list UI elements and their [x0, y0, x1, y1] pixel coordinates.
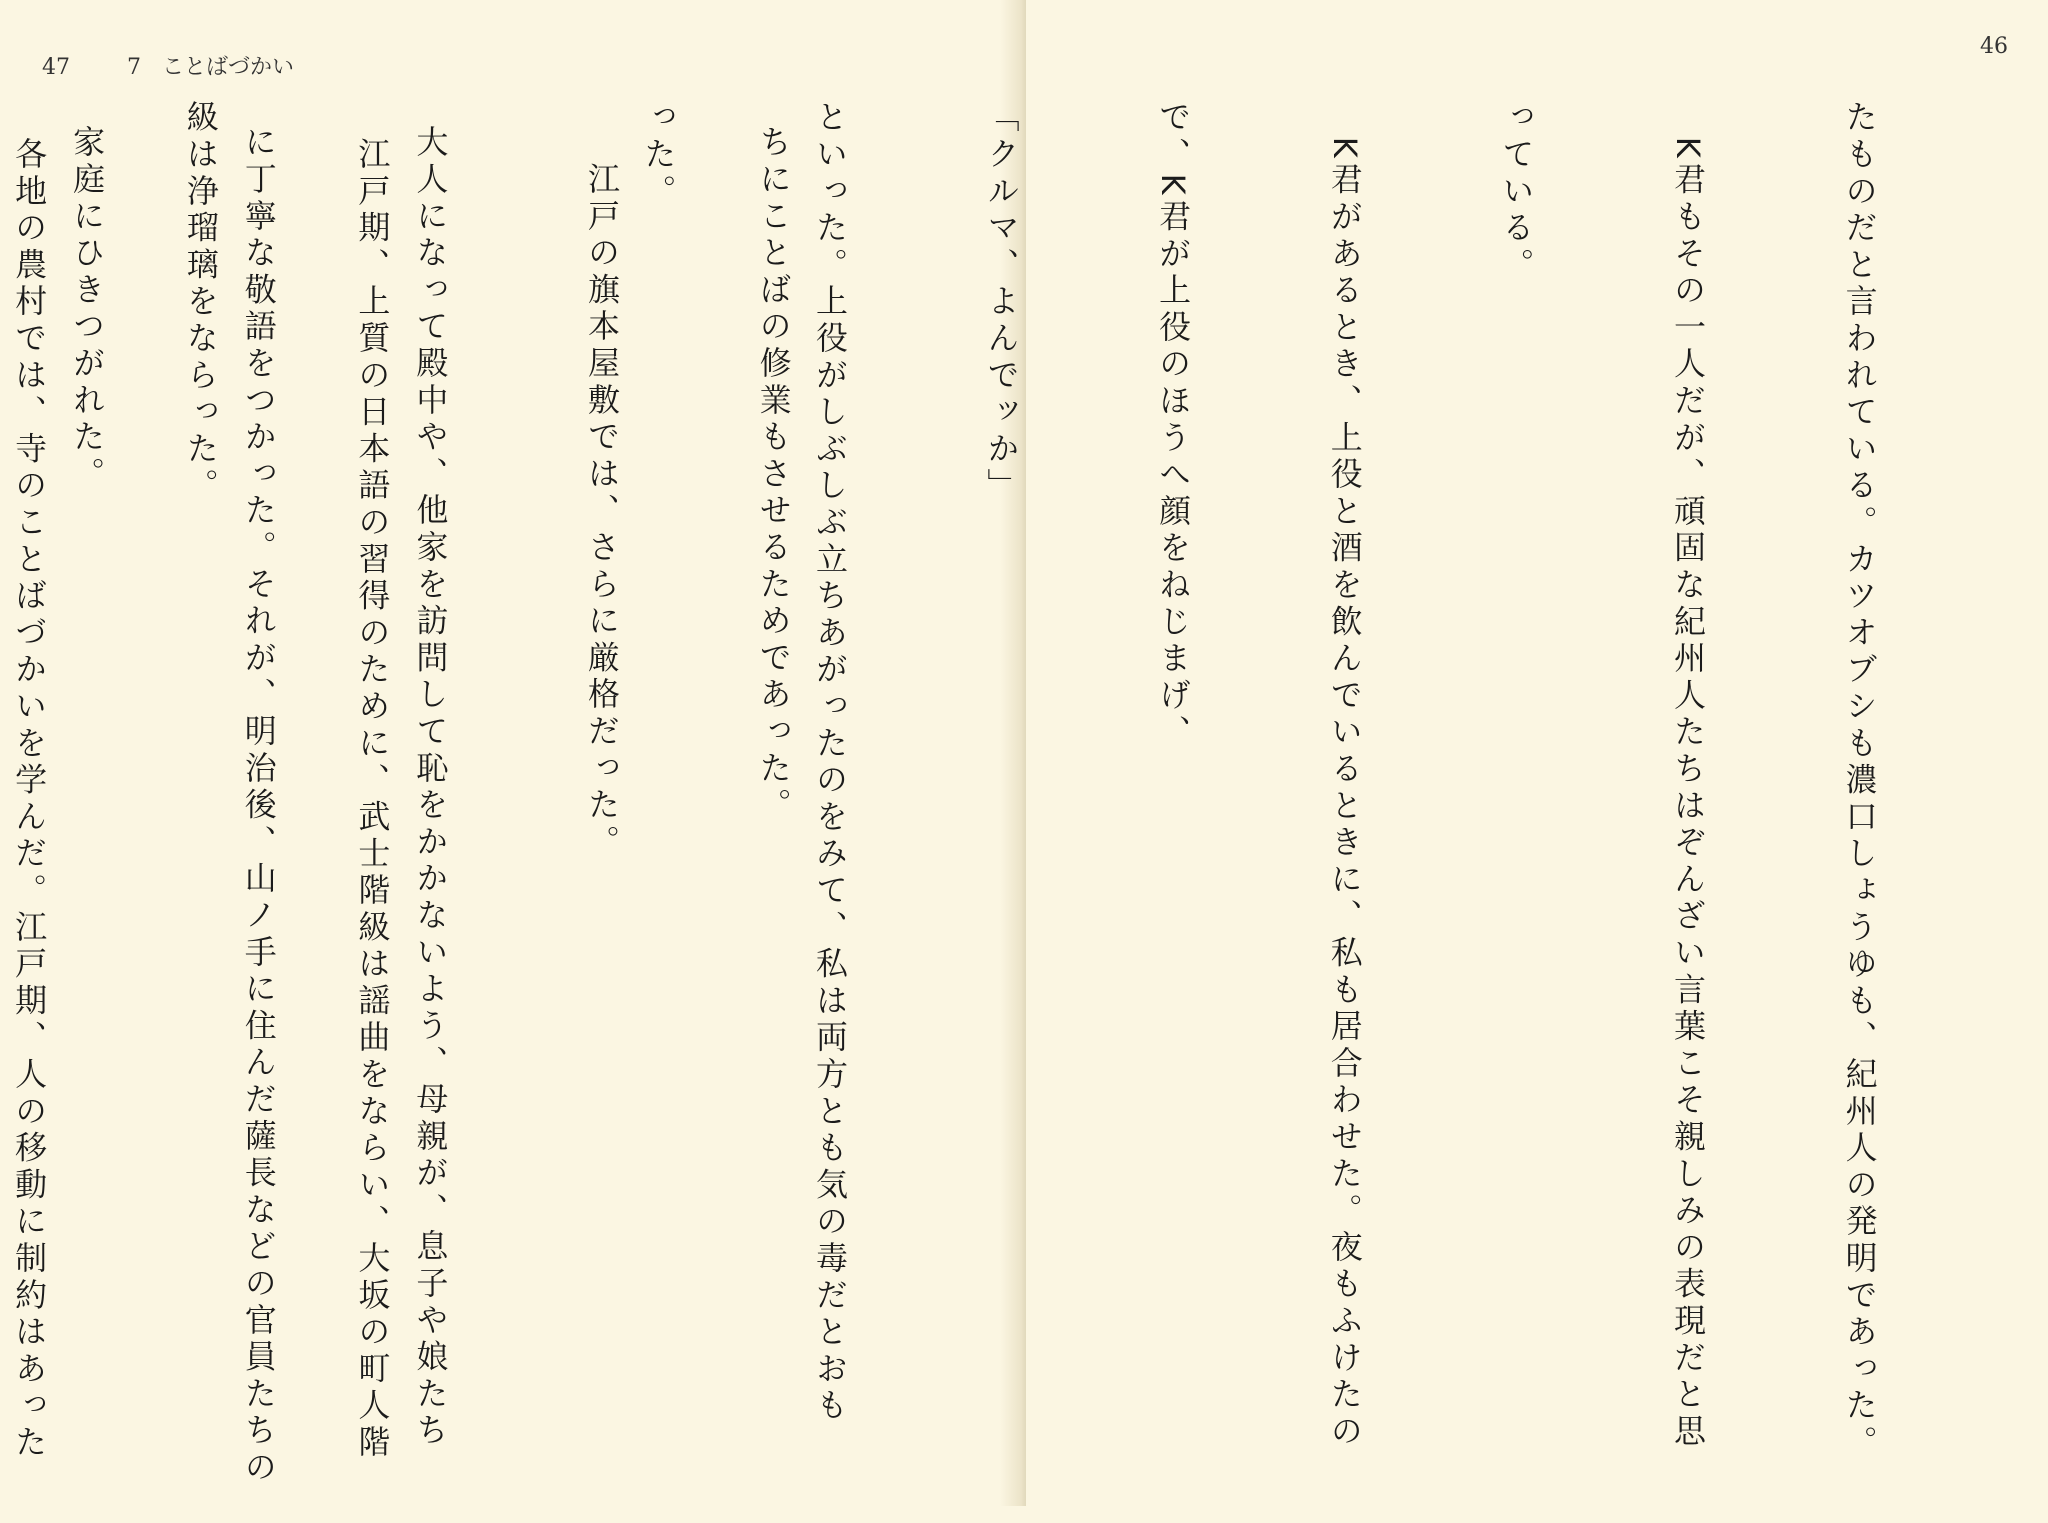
- text-line: 級は浄瑠璃をならった。: [181, 100, 220, 505]
- text-line: たものだと言われている。カツオブシも濃口しょうゆも、紀州人の発明であった。: [1840, 100, 1879, 1462]
- text-line: 大人になって殿中や、他家を訪問して恥をかかないよう、母親が、息子や娘たち: [411, 125, 450, 1450]
- right-page-number: 46: [1980, 34, 2008, 59]
- text-line: といった。上役がしぶしぶ立ちあがったのをみて、私は両方とも気の毒だとおも: [810, 100, 849, 1425]
- text-line: 家庭にひきつがれた。: [68, 125, 107, 493]
- text-line: っている。: [1497, 100, 1536, 284]
- right-page-body: [0, 100, 2002, 1462]
- text-line: 江戸の旗本屋敷では、さらに厳格だった。: [582, 125, 621, 861]
- text-line: K君があるとき、上役と酒を飲んでいるときに、私も居合わせた。夜もふけたの: [1325, 100, 1364, 1451]
- left-page-number: 47: [42, 55, 70, 80]
- text-line: 各地の農村では、寺のことばづかいを学んだ。江戸期、人の移動に制約はあった: [10, 100, 49, 1462]
- text-line: で、K君が上役のほうへ顔をねじまげ、: [1154, 100, 1193, 752]
- chapter-title: ことばづかい: [162, 55, 295, 80]
- text-line: に丁寧な敬語をつかった。それが、明治後、山ノ手に住んだ薩長などの官員たちの: [239, 125, 278, 1487]
- text-line: K君もその一人だが、頑固な紀州人たちはぞんざい言葉こそ親しみの表現だと思: [1668, 100, 1707, 1451]
- chapter-number: 7: [127, 55, 141, 80]
- text-line: ちにことばの修業もさせるためであった。: [754, 125, 793, 825]
- text-line: 江戸期、上質の日本語の習得のために、武士階級は謡曲をならい、大坂の町人階: [353, 100, 392, 1462]
- text-line: った。: [639, 100, 678, 211]
- text-line: 「クルマ、よんでッか」: [982, 100, 1021, 505]
- left-page-header: [42, 50, 294, 81]
